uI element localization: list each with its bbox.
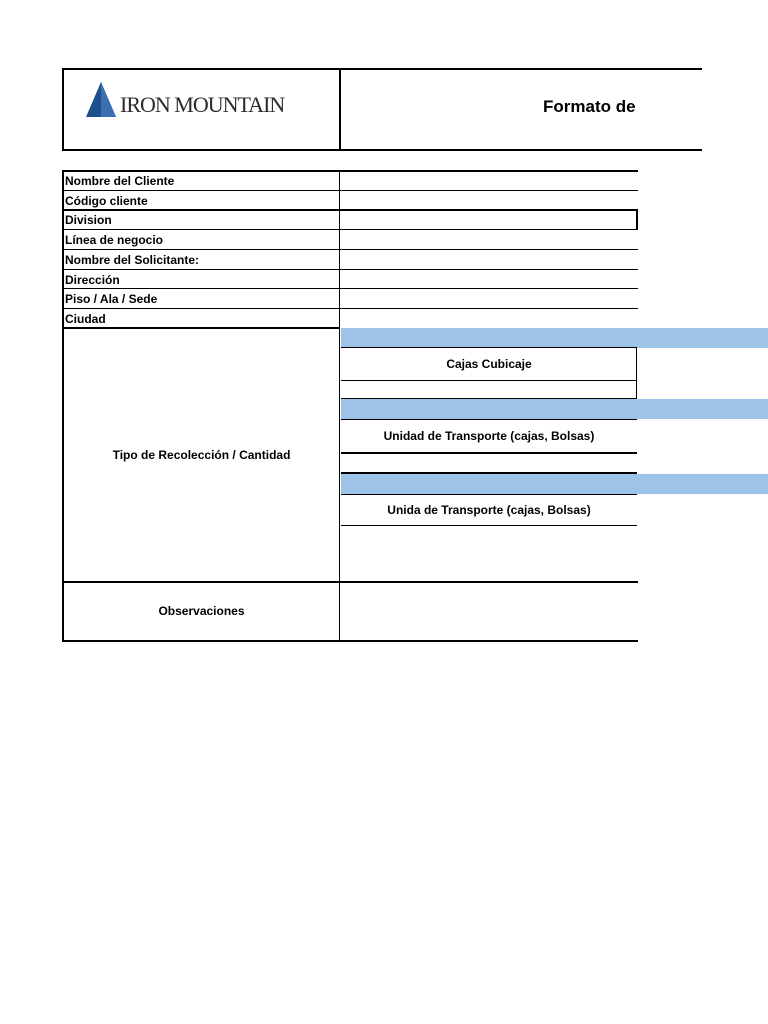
field-value-cell[interactable]	[341, 270, 636, 288]
field-value-cell[interactable]	[341, 191, 636, 209]
band-1	[341, 328, 768, 348]
observations-bottom-border	[62, 640, 638, 642]
grid-line	[341, 452, 637, 454]
item-unida-transporte: Unida de Transporte (cajas, Bolsas)	[387, 503, 591, 517]
field-label: Nombre del Cliente	[65, 174, 175, 188]
field-value-cell[interactable]	[341, 289, 636, 307]
field-value-cell[interactable]	[341, 230, 636, 248]
field-value-cell[interactable]	[341, 250, 636, 268]
division-top-line	[62, 210, 638, 211]
field-label: Division	[65, 213, 112, 227]
field-label: Piso / Ala / Sede	[65, 292, 158, 306]
header-divider	[339, 68, 341, 151]
field-label: Nombre del Solicitante:	[65, 253, 200, 267]
company-logo	[86, 82, 286, 122]
form-title: Formato de	[543, 97, 636, 116]
band-3	[341, 474, 768, 494]
field-label: Línea de negocio	[65, 233, 164, 247]
item-unidad-transporte: Unidad de Transporte (cajas, Bolsas)	[383, 429, 595, 443]
observations-label: Observaciones	[158, 604, 245, 618]
mountain-logo-icon	[86, 82, 116, 118]
field-value-cell[interactable]	[341, 309, 636, 327]
band-2	[341, 399, 768, 419]
section-divider	[339, 328, 340, 641]
logo-text: IRON MOUNTAIN	[120, 92, 285, 117]
grid-line	[636, 347, 637, 398]
division-cell-border	[636, 209, 638, 230]
field-label: Código cliente	[65, 194, 148, 208]
grid-line	[341, 525, 637, 526]
field-value-cell[interactable]	[341, 171, 636, 189]
collection-type-label: Tipo de Recolección / Cantidad	[112, 448, 291, 462]
grid-line	[341, 380, 637, 381]
field-value-cell[interactable]	[341, 210, 636, 228]
field-label: Dirección	[65, 273, 120, 287]
section-top-border	[62, 327, 340, 329]
field-label: Ciudad	[65, 312, 106, 326]
item-cajas-cubicaje: Cajas Cubicaje	[446, 357, 532, 371]
